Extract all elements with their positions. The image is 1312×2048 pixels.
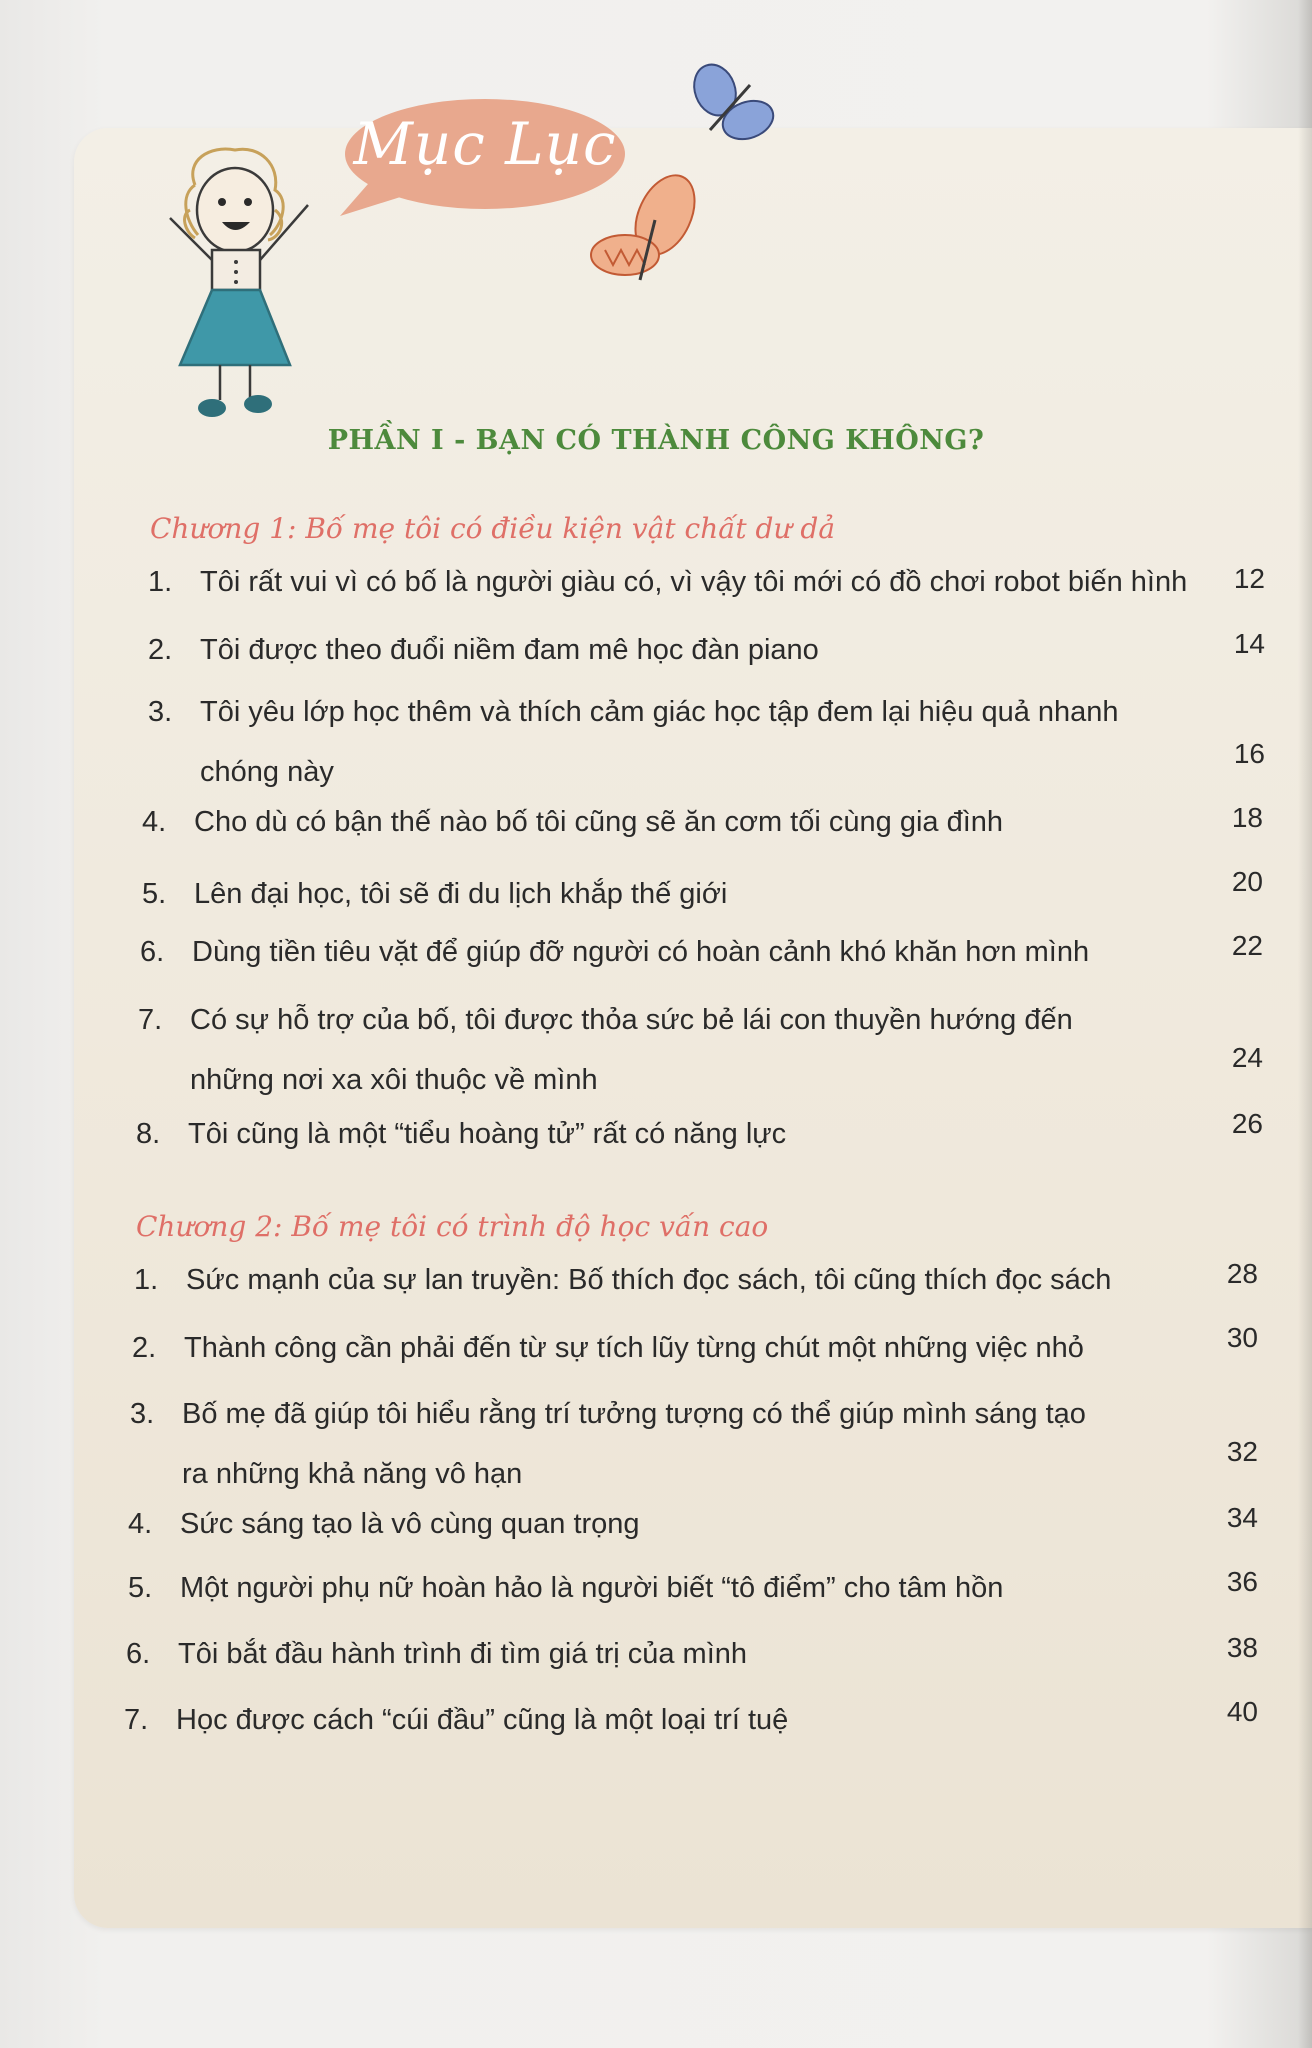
entry-number: 1. (148, 566, 173, 598)
entry-number: 8. (136, 1118, 161, 1150)
entry-number: 2. (148, 634, 173, 666)
entry-title-continued: ra những khả năng vô hạn (182, 1458, 523, 1490)
page-title: Mục Lục (353, 110, 617, 178)
entry-page-number: 24 (1231, 1042, 1263, 1073)
entry-number: 5. (142, 878, 167, 910)
page-edge-shadow (1298, 0, 1312, 2048)
entry-title: Tôi bắt đầu hành trình đi tìm giá trị của mình (178, 1638, 748, 1670)
entry-title: Lên đại học, tôi sẽ đi du lịch khắp thế giới (194, 878, 728, 910)
entry-page-number: 30 (1226, 1322, 1258, 1353)
entry-page-number: 18 (1231, 802, 1263, 833)
entry-page-number: 36 (1226, 1566, 1258, 1597)
entry-page-number: 34 (1226, 1502, 1258, 1533)
entry-page-number: 32 (1226, 1436, 1258, 1467)
entry-page-number: 26 (1231, 1108, 1263, 1139)
entry-page-number: 28 (1226, 1258, 1258, 1289)
entry-number: 6. (140, 936, 165, 968)
entry-number: 2. (132, 1332, 157, 1364)
butterfly-icon (585, 170, 705, 300)
entry-title: Tôi được theo đuổi niềm đam mê học đàn piano (200, 634, 819, 666)
entry-number: 7. (124, 1704, 149, 1736)
entry-page-number: 12 (1233, 563, 1265, 594)
entry-page-number: 20 (1231, 866, 1263, 897)
entry-title: Học được cách “cúi đầu” cũng là một loại trí tuệ (176, 1704, 789, 1736)
entry-title: Sức sáng tạo là vô cùng quan trọng (180, 1508, 640, 1540)
entry-title: Tôi yêu lớp học thêm và thích cảm giác học tập đem lại hiệu quả nhanh (200, 696, 1119, 728)
entry-number: 3. (130, 1398, 155, 1430)
entry-page-number: 14 (1233, 628, 1265, 659)
butterfly-icon (680, 60, 780, 160)
entry-page-number: 38 (1226, 1632, 1258, 1663)
chapter-2-title: Chương 2: Bố mẹ tôi có trình độ học vấn cao (136, 1210, 769, 1243)
entry-page-number: 22 (1231, 930, 1263, 961)
entry-title: Sức mạnh của sự lan truyền: Bố thích đọc sách, tôi cũng thích đọc sách (186, 1264, 1112, 1296)
entry-number: 4. (128, 1508, 153, 1540)
entry-title: Một người phụ nữ hoàn hảo là người biết “tô điểm” cho tâm hồn (180, 1572, 1004, 1604)
entry-title: Cho dù có bận thế nào bố tôi cũng sẽ ăn cơm tối cùng gia đình (194, 806, 1004, 838)
entry-title: Dùng tiền tiêu vặt để giúp đỡ người có hoàn cảnh khó khăn hơn mình (192, 936, 1090, 968)
chapter-1-title: Chương 1: Bố mẹ tôi có điều kiện vật chất dư dả (150, 512, 836, 545)
entry-title-continued: chóng này (200, 756, 334, 788)
girl-doodle-icon (150, 140, 325, 425)
part-title: PHẦN I - BẠN CÓ THÀNH CÔNG KHÔNG? (327, 425, 985, 456)
entry-title: Tôi cũng là một “tiểu hoàng tử” rất có năng lực (188, 1118, 787, 1150)
entry-page-number: 40 (1226, 1696, 1258, 1727)
entry-number: 3. (148, 696, 173, 728)
entry-title: Tôi rất vui vì có bố là người giàu có, vì vậy tôi mới có đồ chơi robot biến hình (200, 566, 1188, 598)
entry-page-number: 16 (1233, 738, 1265, 769)
entry-number: 1. (134, 1264, 159, 1296)
entry-number: 5. (128, 1572, 153, 1604)
entry-title: Thành công cần phải đến từ sự tích lũy từng chút một những việc nhỏ (184, 1332, 1084, 1364)
entry-number: 4. (142, 806, 167, 838)
entry-title-continued: những nơi xa xôi thuộc về mình (190, 1064, 598, 1096)
entry-number: 7. (138, 1004, 163, 1036)
entry-number: 6. (126, 1638, 151, 1670)
entry-title: Bố mẹ đã giúp tôi hiểu rằng trí tưởng tượng có thể giúp mình sáng tạo (182, 1398, 1086, 1430)
entry-title: Có sự hỗ trợ của bố, tôi được thỏa sức bẻ lái con thuyền hướng đến (190, 1004, 1073, 1036)
